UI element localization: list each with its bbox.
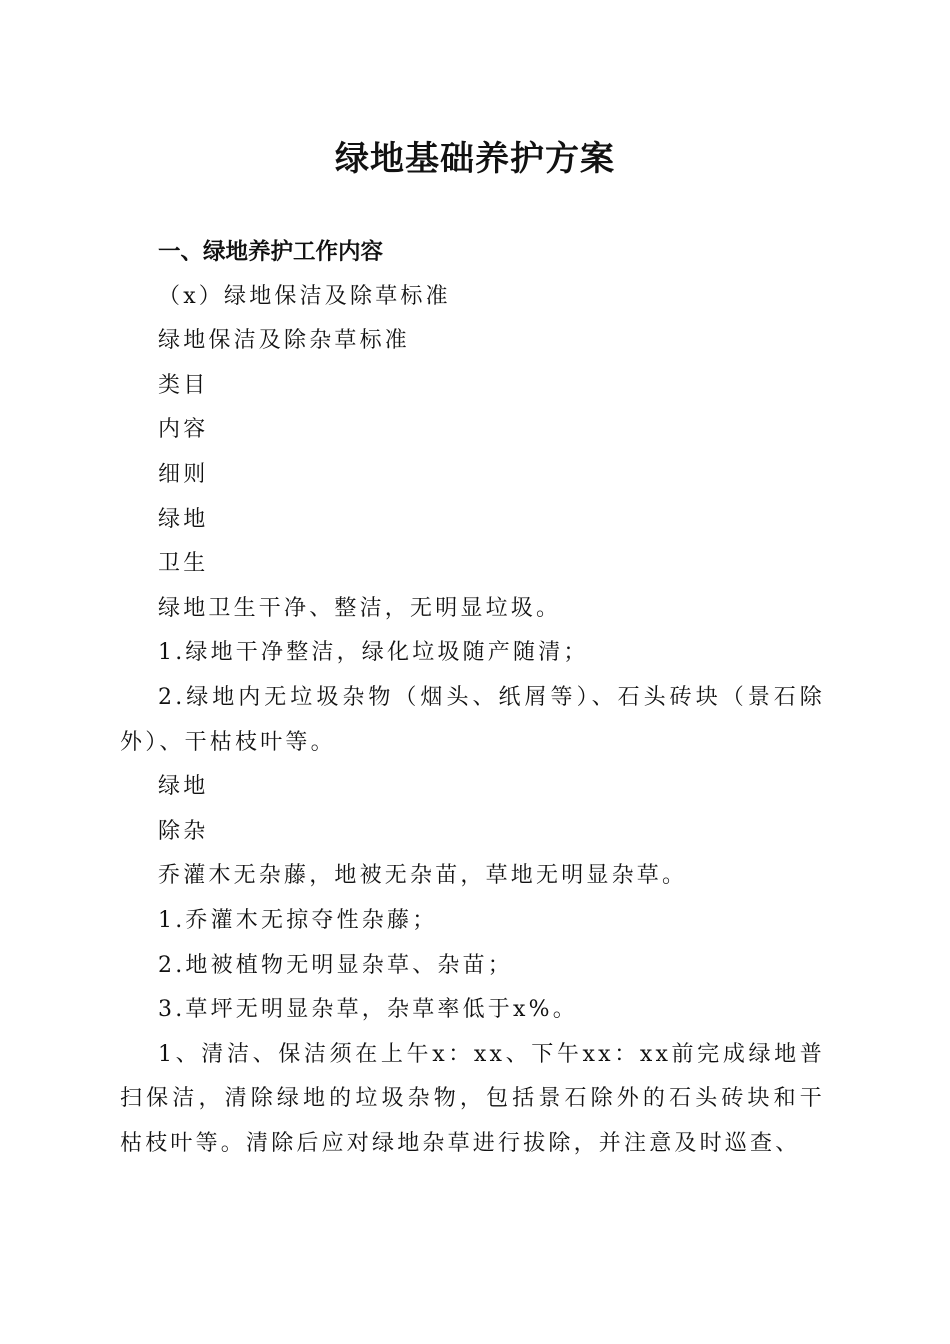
- detail-item: 1.绿地干净整洁，绿化垃圾随产随清；: [158, 640, 589, 666]
- subsection-heading: （x）绿地保洁及除草标准: [158, 283, 451, 309]
- detail-item: 3.草坪无明显杂草，杂草率低于x%。: [158, 997, 578, 1023]
- detail-item: 2.地被植物无明显杂草、杂苗；: [158, 952, 513, 978]
- category-label: 除杂: [158, 818, 209, 844]
- content-paragraph: 乔灌木无杂藤，地被无杂苗，草地无明显杂草。: [158, 863, 688, 889]
- detail-item: 1.乔灌木无掠夺性杂藤；: [158, 907, 438, 933]
- category-label: 卫生: [158, 551, 209, 577]
- content-paragraph: 绿地卫生干净、整洁，无明显垃圾。: [158, 595, 562, 621]
- section-heading: 一、绿地养护工作内容: [158, 239, 384, 265]
- table-header-category: 类目: [158, 372, 209, 398]
- table-caption: 绿地保洁及除杂草标准: [158, 328, 411, 354]
- detail-item: 2.绿地内无垃圾杂物（烟头、纸屑等）、石头砖块（景石除外）、干枯枝叶等。: [120, 684, 825, 755]
- document-body: [120, 230, 825, 1166]
- body-paragraph: 1、清洁、保洁须在上午x：xx、下午xx：xx前完成绿地普扫保洁，清除绿地的垃圾杂物，包括景石除外的石头砖块和干枯枝叶等。清除后应对绿地杂草进行拔除，并注意及时巡查、: [120, 1041, 825, 1156]
- document-title: 绿地基础养护方案: [335, 139, 615, 179]
- category-label: 绿地: [158, 774, 209, 800]
- table-header-details: 细则: [158, 461, 209, 487]
- table-header-content: 内容: [158, 417, 209, 443]
- category-label: 绿地: [158, 506, 209, 532]
